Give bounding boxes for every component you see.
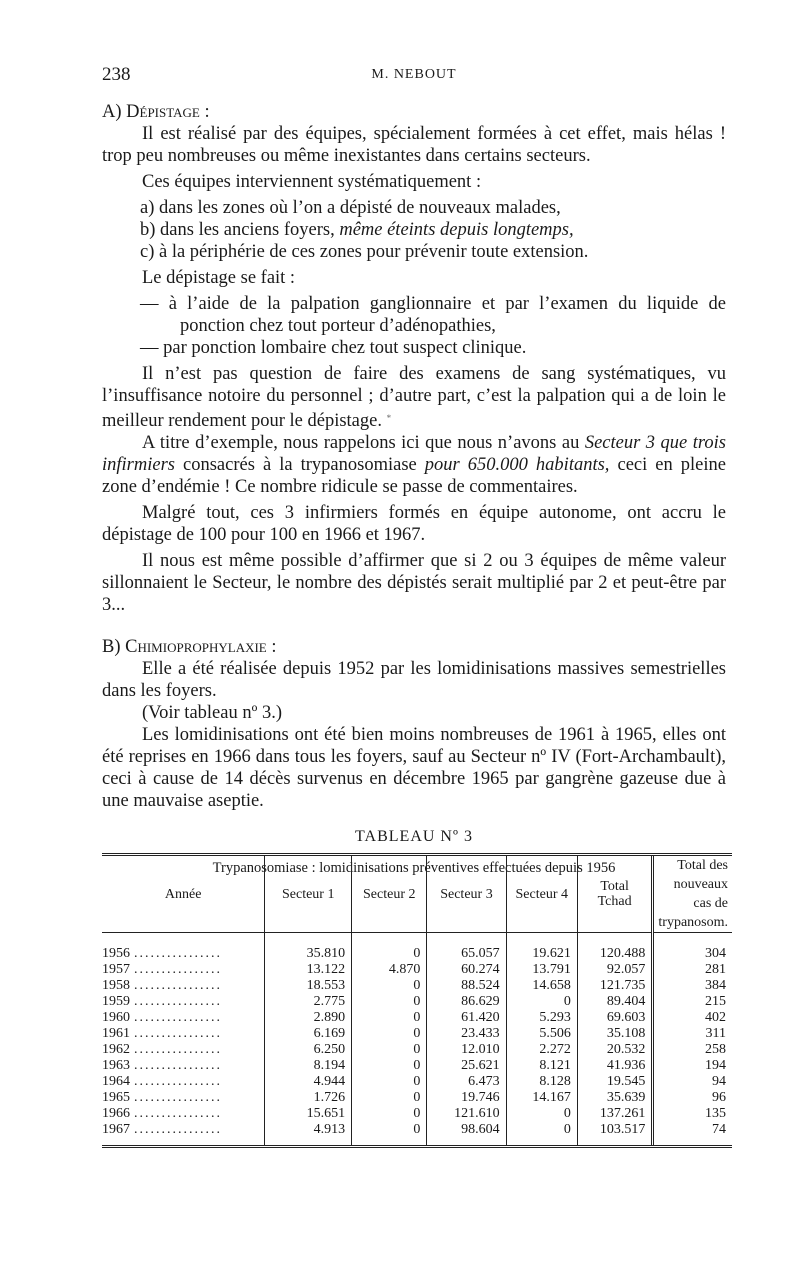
value-cell: 0 (352, 1089, 427, 1105)
value-cell: 5.506 (506, 1025, 577, 1041)
year-cell (102, 993, 265, 1009)
value-cell: 121.735 (577, 977, 652, 993)
leader-dots: ................ (134, 977, 222, 993)
list-item-emphasis: même éteints depuis longtemps, (339, 220, 574, 240)
paragraph: Le dépistage se fait : (142, 268, 296, 288)
section-b-heading: B) Chimioprophylaxie : (102, 637, 277, 657)
paragraph-text: ceci en pleine zone d’endémie ! Ce nombre ridicule se passe de commentaires. (102, 455, 726, 497)
value-cell: 137.261 (577, 1105, 652, 1121)
column-header-total-tchad: Total Tchad (577, 855, 652, 933)
value-cell: 12.010 (427, 1041, 506, 1057)
value-cell: 18.553 (265, 977, 352, 993)
year-cell (102, 961, 265, 977)
value-cell: 94 (653, 1073, 732, 1089)
table-row (102, 1041, 732, 1057)
year-cell (102, 1057, 265, 1073)
value-cell: 0 (352, 1057, 427, 1073)
table-caption: Trypanosomiase : lomidinisations préventives effectuées depuis 1956 (212, 860, 616, 876)
leader-dots: ................ (134, 1057, 222, 1073)
value-cell: 8.128 (506, 1073, 577, 1089)
paragraph: Il nous est même possible d’affirmer que si 2 ou 3 équipes de même valeur sillonnaient le Secteur, le nombre des dépistés serait multiplié par 2 et peut-être par 3... (102, 551, 726, 615)
value-cell: 25.621 (427, 1057, 506, 1073)
list-item-text: b) dans les anciens foyers, (140, 220, 340, 240)
running-author: M. NEBOUT (371, 67, 457, 82)
leader-dots: ................ (134, 1025, 222, 1041)
table-row (102, 1105, 732, 1121)
table-row (102, 1009, 732, 1025)
year-value: 1961 (102, 1025, 130, 1041)
table-row (102, 1121, 732, 1147)
year-cell (102, 1121, 265, 1147)
year-cell (102, 1009, 265, 1025)
value-cell: 19.545 (577, 1073, 652, 1089)
year-value: 1958 (102, 977, 130, 993)
column-header-secteur-1: Secteur 1 (265, 855, 352, 933)
value-cell: 304 (653, 933, 732, 962)
value-cell: 384 (653, 977, 732, 993)
value-cell: 4.913 (265, 1121, 352, 1147)
leader-dots: ................ (134, 1089, 222, 1105)
paragraph: (Voir tableau nº 3.) (142, 703, 282, 723)
table-row (102, 1025, 732, 1041)
value-cell: 194 (653, 1057, 732, 1073)
value-cell: 5.293 (506, 1009, 577, 1025)
year-value: 1962 (102, 1041, 130, 1057)
leader-dots: ................ (134, 1009, 222, 1025)
paragraph: Ces équipes interviennent systématiquement : (142, 172, 482, 192)
emphasis: Secteur 3 que trois infirmiers (102, 433, 726, 475)
year-value: 1956 (102, 945, 130, 961)
value-cell: 0 (352, 1041, 427, 1057)
year-value: 1965 (102, 1089, 130, 1105)
value-cell: 8.194 (265, 1057, 352, 1073)
table-title: TABLEAU Nº 3 (355, 828, 473, 845)
table-header-row (102, 855, 732, 933)
table-row (102, 993, 732, 1009)
running-header (102, 64, 726, 90)
value-cell: 6.169 (265, 1025, 352, 1041)
table-row (102, 961, 732, 977)
list-item (102, 219, 726, 241)
value-cell: 69.603 (577, 1009, 652, 1025)
value-cell: 0 (506, 1121, 577, 1147)
value-cell: 14.658 (506, 977, 577, 993)
paragraph: Malgré tout, ces 3 infirmiers formés en équipe autonome, ont accru le dépistage de 100 pour 100 en 1966 et 1967. (102, 503, 726, 545)
leader-dots: ................ (134, 993, 222, 1009)
value-cell: 215 (653, 993, 732, 1009)
value-cell: 311 (653, 1025, 732, 1041)
leader-dots: ................ (134, 945, 222, 961)
value-cell: 35.639 (577, 1089, 652, 1105)
value-cell: 41.936 (577, 1057, 652, 1073)
value-cell: 121.610 (427, 1105, 506, 1121)
table-row (102, 1057, 732, 1073)
year-value: 1966 (102, 1105, 130, 1121)
value-cell: 35.108 (577, 1025, 652, 1041)
list-item: c) à la périphérie de ces zones pour prévenir toute extension. (140, 242, 589, 262)
value-cell: 14.167 (506, 1089, 577, 1105)
value-cell: 258 (653, 1041, 732, 1057)
year-cell (102, 1041, 265, 1057)
paragraph (102, 363, 726, 432)
value-cell: 86.629 (427, 993, 506, 1009)
year-value: 1967 (102, 1121, 130, 1137)
section-a-heading: A) Dépistage : (102, 102, 210, 122)
value-cell: 2.890 (265, 1009, 352, 1025)
paragraph-text: Il n’est pas question de faire des examens de sang systématiques, vu l’insuffisance notoire du personnel ; d’autre part, c’est la palpation qui a de loin le meilleur rendement pour le dépistage. (102, 364, 726, 431)
value-cell: 402 (653, 1009, 732, 1025)
lomidinisation-table (102, 853, 732, 1148)
value-cell: 4.870 (352, 961, 427, 977)
value-cell: 120.488 (577, 933, 652, 962)
table-row (102, 977, 732, 993)
column-header-total-nouveaux: Total des nouveaux cas de trypanosom. (653, 855, 732, 933)
leader-dots: ................ (134, 1105, 222, 1121)
table-row (102, 1073, 732, 1089)
value-cell: 6.250 (265, 1041, 352, 1057)
year-value: 1957 (102, 961, 130, 977)
paragraph: Il est réalisé par des équipes, spécialement formées à cet effet, mais hélas ! trop peu nombreuses ou même inexistantes dans certains secteurs. (102, 124, 726, 166)
column-header-secteur-2: Secteur 2 (352, 855, 427, 933)
leader-dots: ................ (134, 1073, 222, 1089)
value-cell: 6.473 (427, 1073, 506, 1089)
year-cell (102, 977, 265, 993)
dash-item: — par ponction lombaire chez tout suspect clinique. (140, 338, 527, 358)
value-cell: 92.057 (577, 961, 652, 977)
paragraph: Elle a été réalisée depuis 1952 par les lomidinisations massives semestrielles dans les foyers. (102, 659, 726, 701)
table-row (102, 933, 732, 962)
year-cell (102, 1073, 265, 1089)
value-cell: 0 (352, 1025, 427, 1041)
year-value: 1959 (102, 993, 130, 1009)
page-number: 238 (102, 64, 131, 85)
value-cell: 60.274 (427, 961, 506, 977)
paragraph-text: A titre d’exemple, nous rappelons ici que nous n’avons au (142, 433, 585, 453)
value-cell: 15.651 (265, 1105, 352, 1121)
year-value: 1964 (102, 1073, 130, 1089)
column-header-annee: Année (102, 855, 265, 933)
body-text (102, 101, 726, 896)
value-cell: 35.810 (265, 933, 352, 962)
value-cell: 2.775 (265, 993, 352, 1009)
value-cell: 89.404 (577, 993, 652, 1009)
year-cell (102, 1089, 265, 1105)
dash-item: — à l’aide de la palpation ganglionnaire et par l’examen du liquide de ponction chez tout porteur d’adénopathies, (140, 294, 726, 336)
paragraph-text: consacrés à la trypanosomiase (174, 455, 425, 475)
value-cell: 13.122 (265, 961, 352, 977)
value-cell: 13.791 (506, 961, 577, 977)
value-cell: 0 (352, 1105, 427, 1121)
leader-dots: ................ (134, 1041, 222, 1057)
column-header-secteur-4: Secteur 4 (506, 855, 577, 933)
year-cell (102, 1105, 265, 1121)
value-cell: 103.517 (577, 1121, 652, 1147)
value-cell: 74 (653, 1121, 732, 1147)
year-value: 1960 (102, 1009, 130, 1025)
leader-dots: ................ (134, 1121, 222, 1137)
value-cell: 19.621 (506, 933, 577, 962)
list-item: a) dans les zones où l’on a dépisté de nouveaux malades, (140, 198, 561, 218)
paragraph (102, 432, 726, 498)
value-cell: 0 (352, 1009, 427, 1025)
value-cell: 61.420 (427, 1009, 506, 1025)
value-cell: 135 (653, 1105, 732, 1121)
value-cell: 0 (352, 977, 427, 993)
value-cell: 20.532 (577, 1041, 652, 1057)
value-cell: 8.121 (506, 1057, 577, 1073)
value-cell: 98.604 (427, 1121, 506, 1147)
value-cell: 0 (506, 1105, 577, 1121)
emphasis: pour 650.000 habitants, (424, 455, 610, 475)
stray-mark-icon: * (386, 413, 392, 423)
value-cell: 4.944 (265, 1073, 352, 1089)
column-header-secteur-3: Secteur 3 (427, 855, 506, 933)
value-cell: 0 (506, 993, 577, 1009)
value-cell: 0 (352, 993, 427, 1009)
year-cell (102, 1025, 265, 1041)
value-cell: 23.433 (427, 1025, 506, 1041)
year-value: 1963 (102, 1057, 130, 1073)
table-row (102, 1089, 732, 1105)
value-cell: 88.524 (427, 977, 506, 993)
value-cell: 19.746 (427, 1089, 506, 1105)
value-cell: 281 (653, 961, 732, 977)
year-cell (102, 933, 265, 962)
value-cell: 65.057 (427, 933, 506, 962)
value-cell: 1.726 (265, 1089, 352, 1105)
value-cell: 2.272 (506, 1041, 577, 1057)
value-cell: 0 (352, 1073, 427, 1089)
leader-dots: ................ (134, 961, 222, 977)
value-cell: 0 (352, 1121, 427, 1147)
value-cell: 0 (352, 933, 427, 962)
value-cell: 96 (653, 1089, 732, 1105)
paragraph: Les lomidinisations ont été bien moins nombreuses de 1961 à 1965, elles ont été reprises en 1966 dans tous les foyers, sauf au Secteur nº IV (Fort-Archambault), ceci à cause de 14 décès survenus en décembre 1965 par gangrène gazeuse due à une mauvaise aseptie. (102, 725, 726, 811)
